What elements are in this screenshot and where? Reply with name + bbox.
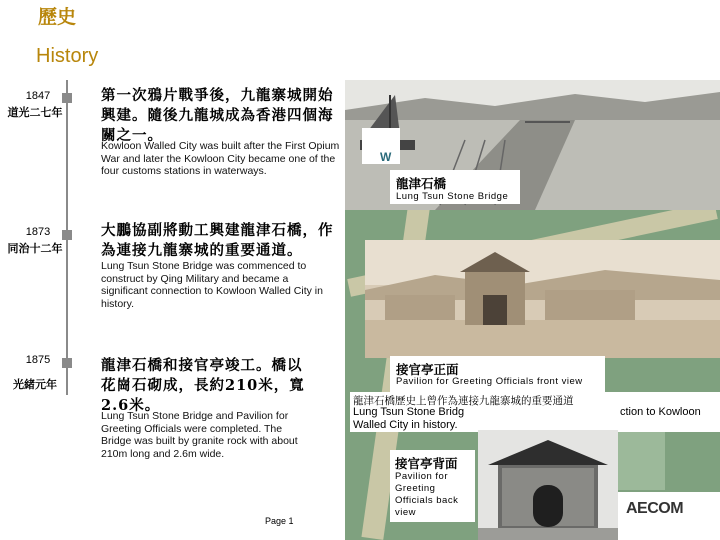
- page-title-en: History: [36, 45, 99, 67]
- pavilion-back-caption-en: Pavilion for Greeting Officials back view: [395, 471, 459, 518]
- pavilion-front-caption-box: [390, 356, 605, 392]
- pavilion-front-caption-en: Pavilion for Greeting Officials front view: [396, 376, 583, 387]
- timeline-era: 道光二七年: [7, 106, 63, 119]
- bridge-caption-en: Lung Tsun Stone Bridge: [396, 191, 509, 202]
- entry-zh-1873: 大鵬協副將動工興建龍津石橋，作為連接九龍寨城的重要通道。: [101, 222, 334, 259]
- pavilion-front-caption-zh: 接官亭正面: [396, 362, 459, 377]
- map-note-en-right: ction to Kowloon: [620, 406, 701, 418]
- bridge-caption-zh: 龍津石橋: [396, 176, 447, 191]
- pavilion-back-caption-zh: 接官亭背面: [395, 456, 458, 471]
- pavilion-back-photo: [478, 430, 618, 540]
- timeline-year: 1873: [25, 226, 51, 238]
- logo-box: [618, 492, 720, 540]
- timeline-era: 同治十二年: [7, 242, 63, 255]
- pavilion-back-caption-box: [390, 450, 475, 522]
- aecom-logo: AECOM: [626, 500, 684, 517]
- timeline-era: 光緒元年: [13, 378, 57, 391]
- entry-en-1875: Lung Tsun Stone Bridge and Pavilion for Greeting Officials were completed. The Bridge was built by granite rock with about 210m long and 2.6m wide.: [101, 410, 298, 460]
- map-note-en-line2: Walled City in history.: [353, 419, 458, 431]
- map-note-en-left: Lung Tsun Stone Bridg: [353, 406, 465, 418]
- page-number: Page 1: [265, 516, 294, 526]
- timeline-year: 1875: [25, 354, 51, 366]
- entry-en-1873: Lung Tsun Stone Bridge was commenced to construct by Qing Military and became a significant connection to Kowloon Walled City in history.: [101, 260, 323, 310]
- bridge-partial-letter: W: [380, 150, 392, 164]
- pavilion-front-photo: [365, 240, 720, 358]
- bridge-caption-box: [390, 170, 520, 204]
- entry-zh-1847: 第一次鴉片戰爭後，九龍寨城開始興建。隨後九龍城成為香港四個海關之一。: [101, 87, 334, 144]
- bridge-photo-label-box: [362, 128, 400, 164]
- timeline-year: 1847: [25, 90, 51, 102]
- map-note-zh: 龍津石橋歷史上曾作為連接九龍寨城的重要通道: [353, 395, 574, 407]
- entry-en-1847: Kowloon Walled City was built after the First Opium War and later the Kowloon City became one of the four customs stations in waterways.: [101, 140, 340, 177]
- page-title-zh: 歷史: [38, 6, 77, 28]
- entry-zh-1875: 龍津石橋和接官亭竣工。橋以花崗石砌成，長約210米，寬2.6米。: [101, 357, 305, 414]
